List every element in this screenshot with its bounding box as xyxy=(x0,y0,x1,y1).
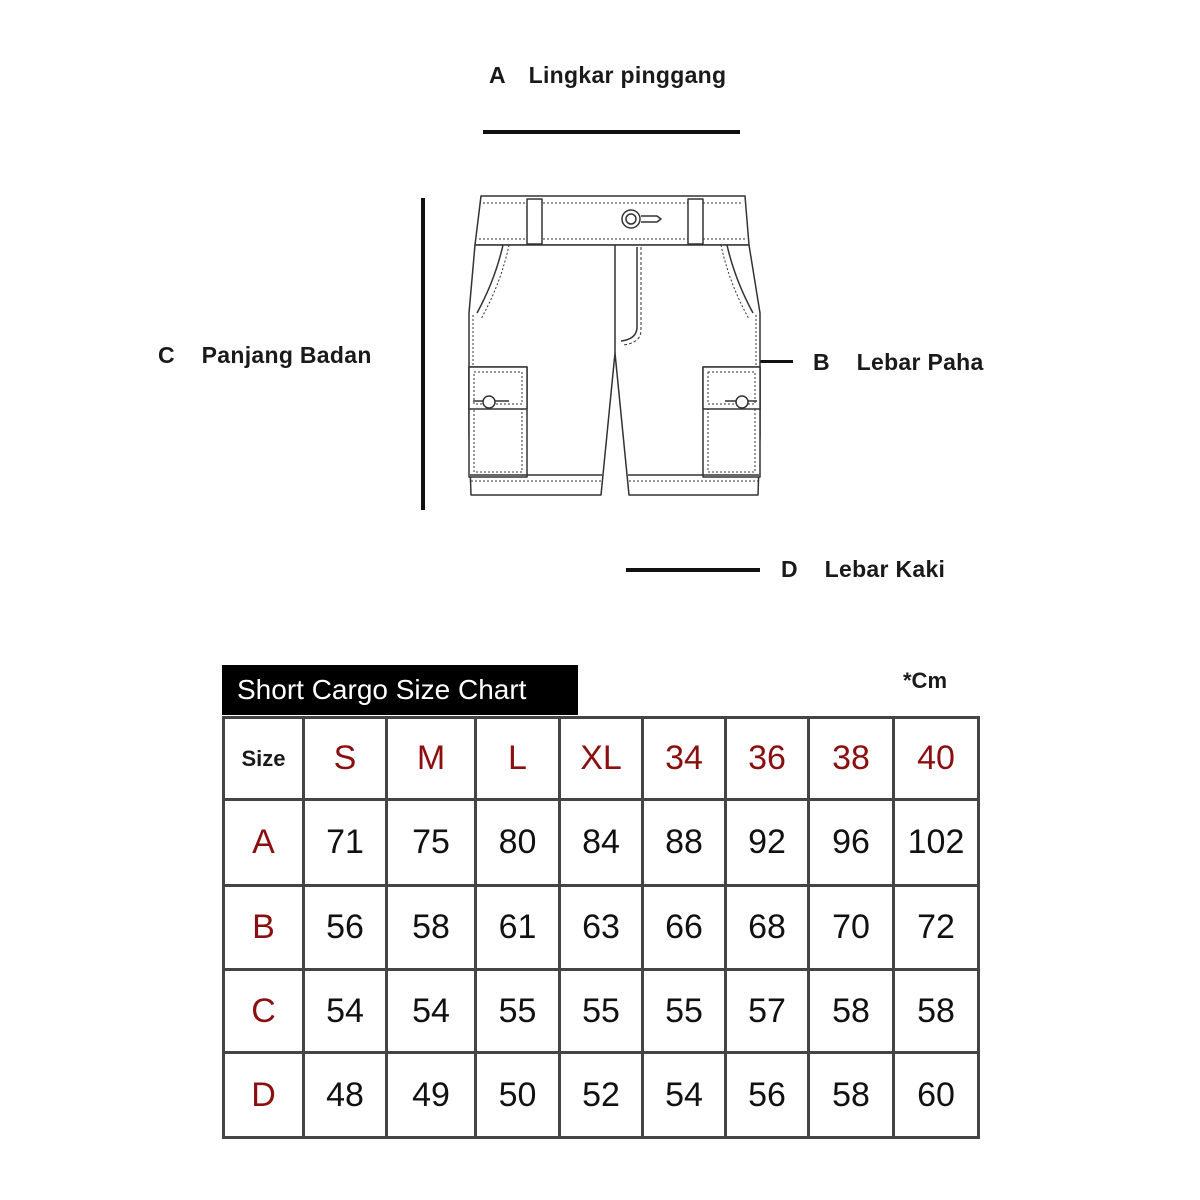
size-value-cell: 58 xyxy=(809,970,894,1053)
cargo-shorts-illustration xyxy=(455,185,775,520)
size-value-cell: 54 xyxy=(643,1053,726,1138)
measurement-d-name: Lebar Kaki xyxy=(824,556,946,582)
size-value-cell: 58 xyxy=(894,970,979,1053)
size-value-cell: 92 xyxy=(726,800,809,886)
measurement-row-code: A xyxy=(224,800,304,886)
size-header-label: Size xyxy=(224,718,304,800)
measurement-b-label xyxy=(813,349,984,376)
table-row xyxy=(224,970,979,1053)
waist-measure-line xyxy=(483,130,740,134)
size-column-header: 40 xyxy=(894,718,979,800)
size-value-cell: 72 xyxy=(894,886,979,970)
measurement-d-label xyxy=(781,556,945,583)
size-value-cell: 58 xyxy=(809,1053,894,1138)
size-value-cell: 66 xyxy=(643,886,726,970)
size-value-cell: 48 xyxy=(304,1053,387,1138)
table-row xyxy=(224,800,979,886)
size-value-cell: 60 xyxy=(894,1053,979,1138)
measurement-row-code: D xyxy=(224,1053,304,1138)
size-column-header: S xyxy=(304,718,387,800)
size-column-header: L xyxy=(476,718,560,800)
size-value-cell: 49 xyxy=(387,1053,476,1138)
size-value-cell: 80 xyxy=(476,800,560,886)
table-row xyxy=(224,1053,979,1138)
measurement-a-code: A xyxy=(489,62,506,88)
size-value-cell: 57 xyxy=(726,970,809,1053)
size-value-cell: 71 xyxy=(304,800,387,886)
measurement-c-label xyxy=(158,342,372,369)
size-value-cell: 58 xyxy=(387,886,476,970)
size-value-cell: 56 xyxy=(304,886,387,970)
size-column-header: 34 xyxy=(643,718,726,800)
size-value-cell: 50 xyxy=(476,1053,560,1138)
table-row xyxy=(224,886,979,970)
size-value-cell: 68 xyxy=(726,886,809,970)
size-header-row xyxy=(224,718,979,800)
size-value-cell: 84 xyxy=(560,800,643,886)
size-value-cell: 55 xyxy=(643,970,726,1053)
size-value-cell: 75 xyxy=(387,800,476,886)
measurement-c-name: Panjang Badan xyxy=(201,342,372,368)
leg-opening-measure-line xyxy=(626,568,760,572)
measurement-a-name: Lingkar pinggang xyxy=(528,62,727,88)
measurement-a-label xyxy=(489,62,726,89)
chart-title: Short Cargo Size Chart xyxy=(222,665,578,715)
size-value-cell: 54 xyxy=(387,970,476,1053)
measurement-row-code: B xyxy=(224,886,304,970)
size-value-cell: 96 xyxy=(809,800,894,886)
size-value-cell: 61 xyxy=(476,886,560,970)
measurement-b-code: B xyxy=(813,349,830,375)
size-value-cell: 56 xyxy=(726,1053,809,1138)
size-value-cell: 88 xyxy=(643,800,726,886)
measurement-c-code: C xyxy=(158,342,175,368)
size-value-cell: 102 xyxy=(894,800,979,886)
size-value-cell: 55 xyxy=(476,970,560,1053)
size-column-header: XL xyxy=(560,718,643,800)
size-value-cell: 54 xyxy=(304,970,387,1053)
size-column-header: 36 xyxy=(726,718,809,800)
measurement-d-code: D xyxy=(781,556,798,582)
measurement-row-code: C xyxy=(224,970,304,1053)
unit-note: *Cm xyxy=(903,668,948,693)
size-table xyxy=(222,716,980,1139)
length-measure-line xyxy=(421,198,425,510)
measurement-b-name: Lebar Paha xyxy=(856,349,984,375)
size-column-header: 38 xyxy=(809,718,894,800)
size-value-cell: 52 xyxy=(560,1053,643,1138)
size-value-cell: 70 xyxy=(809,886,894,970)
size-column-header: M xyxy=(387,718,476,800)
size-value-cell: 63 xyxy=(560,886,643,970)
size-value-cell: 55 xyxy=(560,970,643,1053)
